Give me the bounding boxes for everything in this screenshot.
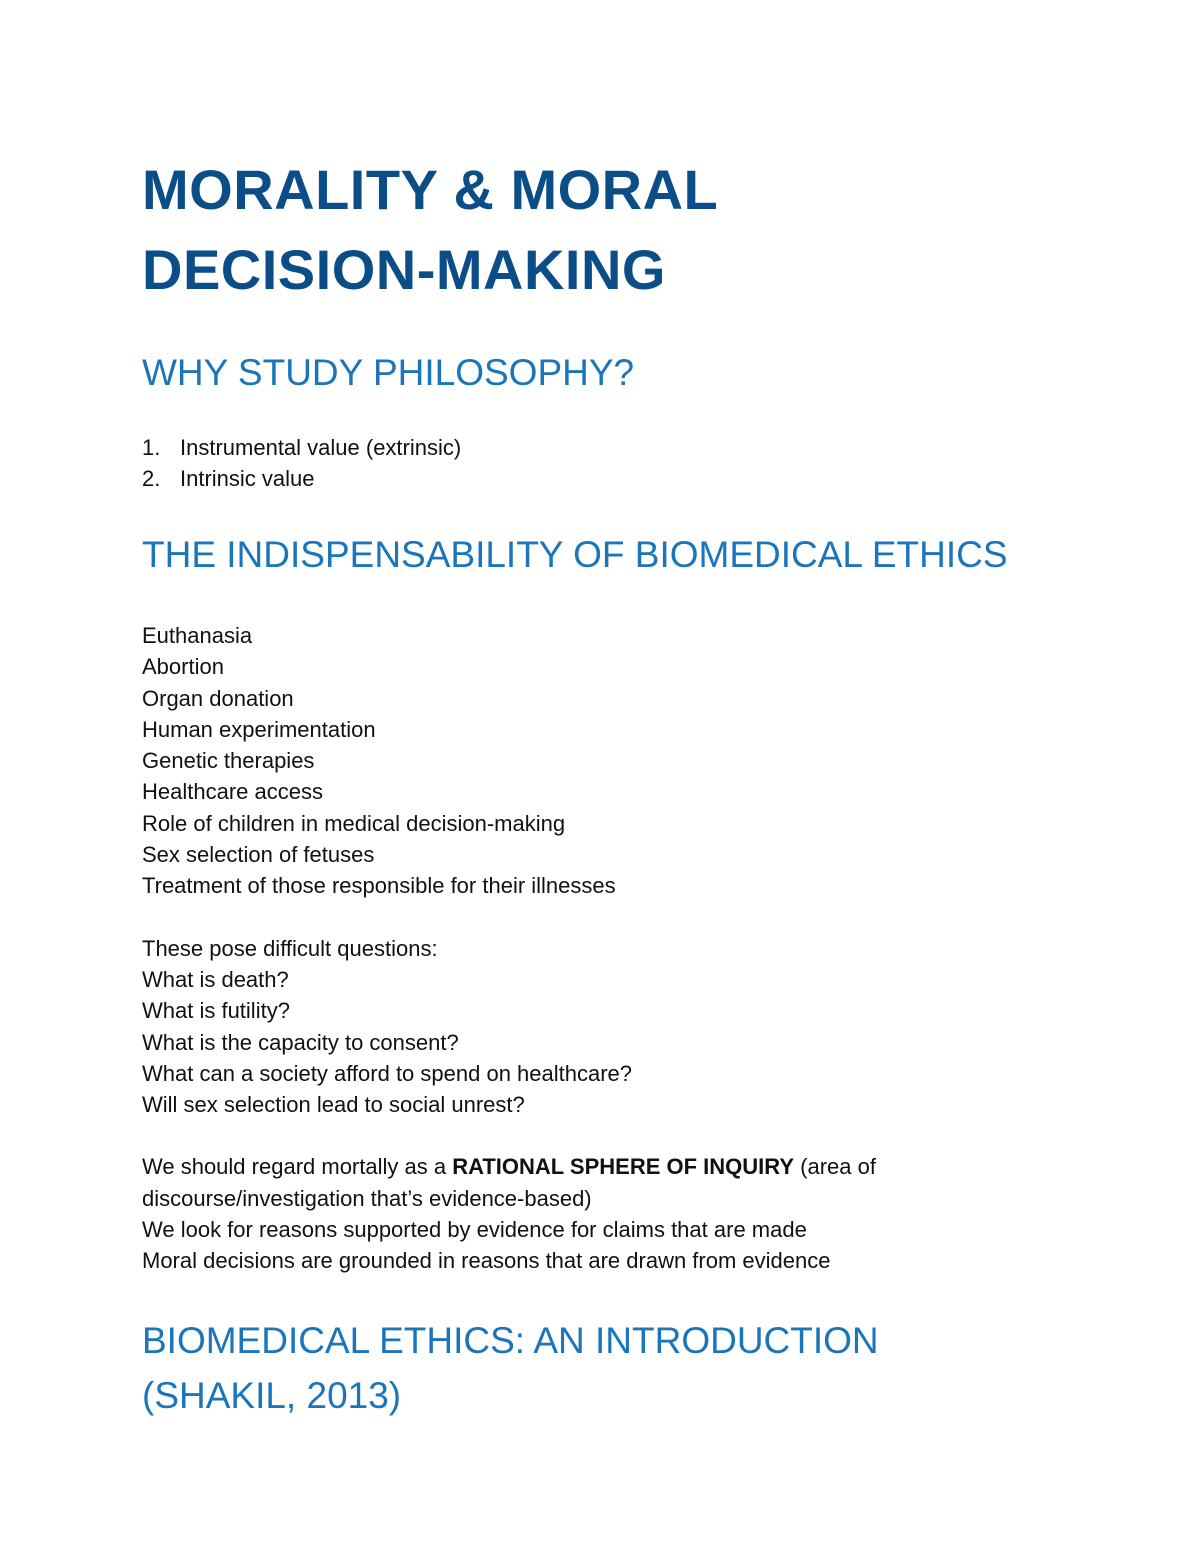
inquiry-text-after: (area of [794,1154,876,1180]
list-item-text: Intrinsic value [180,466,315,491]
inquiry-emphasis: RATIONAL SPHERE OF INQUIRY [452,1154,795,1180]
list-number: 2. [142,466,161,491]
topic-list [142,620,1102,902]
document-content [142,150,1102,1423]
topic-item: Human experimentation [142,716,376,742]
section-heading-introduction [142,1313,1102,1423]
title-line-1: MORALITY & MORAL [142,158,719,221]
title-line-2: DECISION-MAKING [142,238,666,301]
topic-item: Healthcare access [142,779,323,805]
inquiry-line-4: Moral decisions are grounded in reasons that are drawn from evidence [142,1248,831,1274]
question-item: What can a society afford to spend on healthcare? [142,1060,633,1086]
list-item [142,432,1102,463]
question-item: What is the capacity to consent? [142,1029,459,1055]
question-item: Will sex selection lead to social unrest? [142,1092,525,1118]
section-heading-why-study: WHY STUDY PHILOSOPHY? [142,352,635,393]
section-heading-line-1: BIOMEDICAL ETHICS: AN INTRODUCTION [142,1319,879,1361]
topic-item: Abortion [142,654,224,680]
question-item: What is death? [142,966,289,992]
inquiry-text-before: We should regard mortally as a [142,1154,453,1180]
topic-item: Sex selection of fetuses [142,842,375,868]
questions-intro: These pose difficult questions: [142,935,438,961]
inquiry-line-1 [142,1151,1102,1182]
topic-item: Genetic therapies [142,748,315,774]
section-heading-line-2: (SHAKIL, 2013) [142,1374,402,1416]
document-title [142,150,1102,310]
list-item [142,463,1102,494]
list-number: 1. [142,435,161,460]
inquiry-line-2: discourse/investigation that’s evidence-based) [142,1185,592,1211]
section-heading-indispensability: THE INDISPENSABILITY OF BIOMEDICAL ETHICS [142,534,1008,575]
inquiry-paragraph [142,1151,1102,1276]
topic-item: Role of children in medical decision-making [142,810,566,836]
topic-item: Euthanasia [142,623,253,648]
inquiry-line-3: We look for reasons supported by evidence for claims that are made [142,1217,807,1243]
list-item-text: Instrumental value (extrinsic) [180,435,462,460]
question-list [142,933,1102,1121]
value-list [142,432,1102,494]
question-item: What is futility? [142,998,290,1024]
topic-item: Organ donation [142,685,294,711]
topic-item: Treatment of those responsible for their illnesses [142,873,616,899]
